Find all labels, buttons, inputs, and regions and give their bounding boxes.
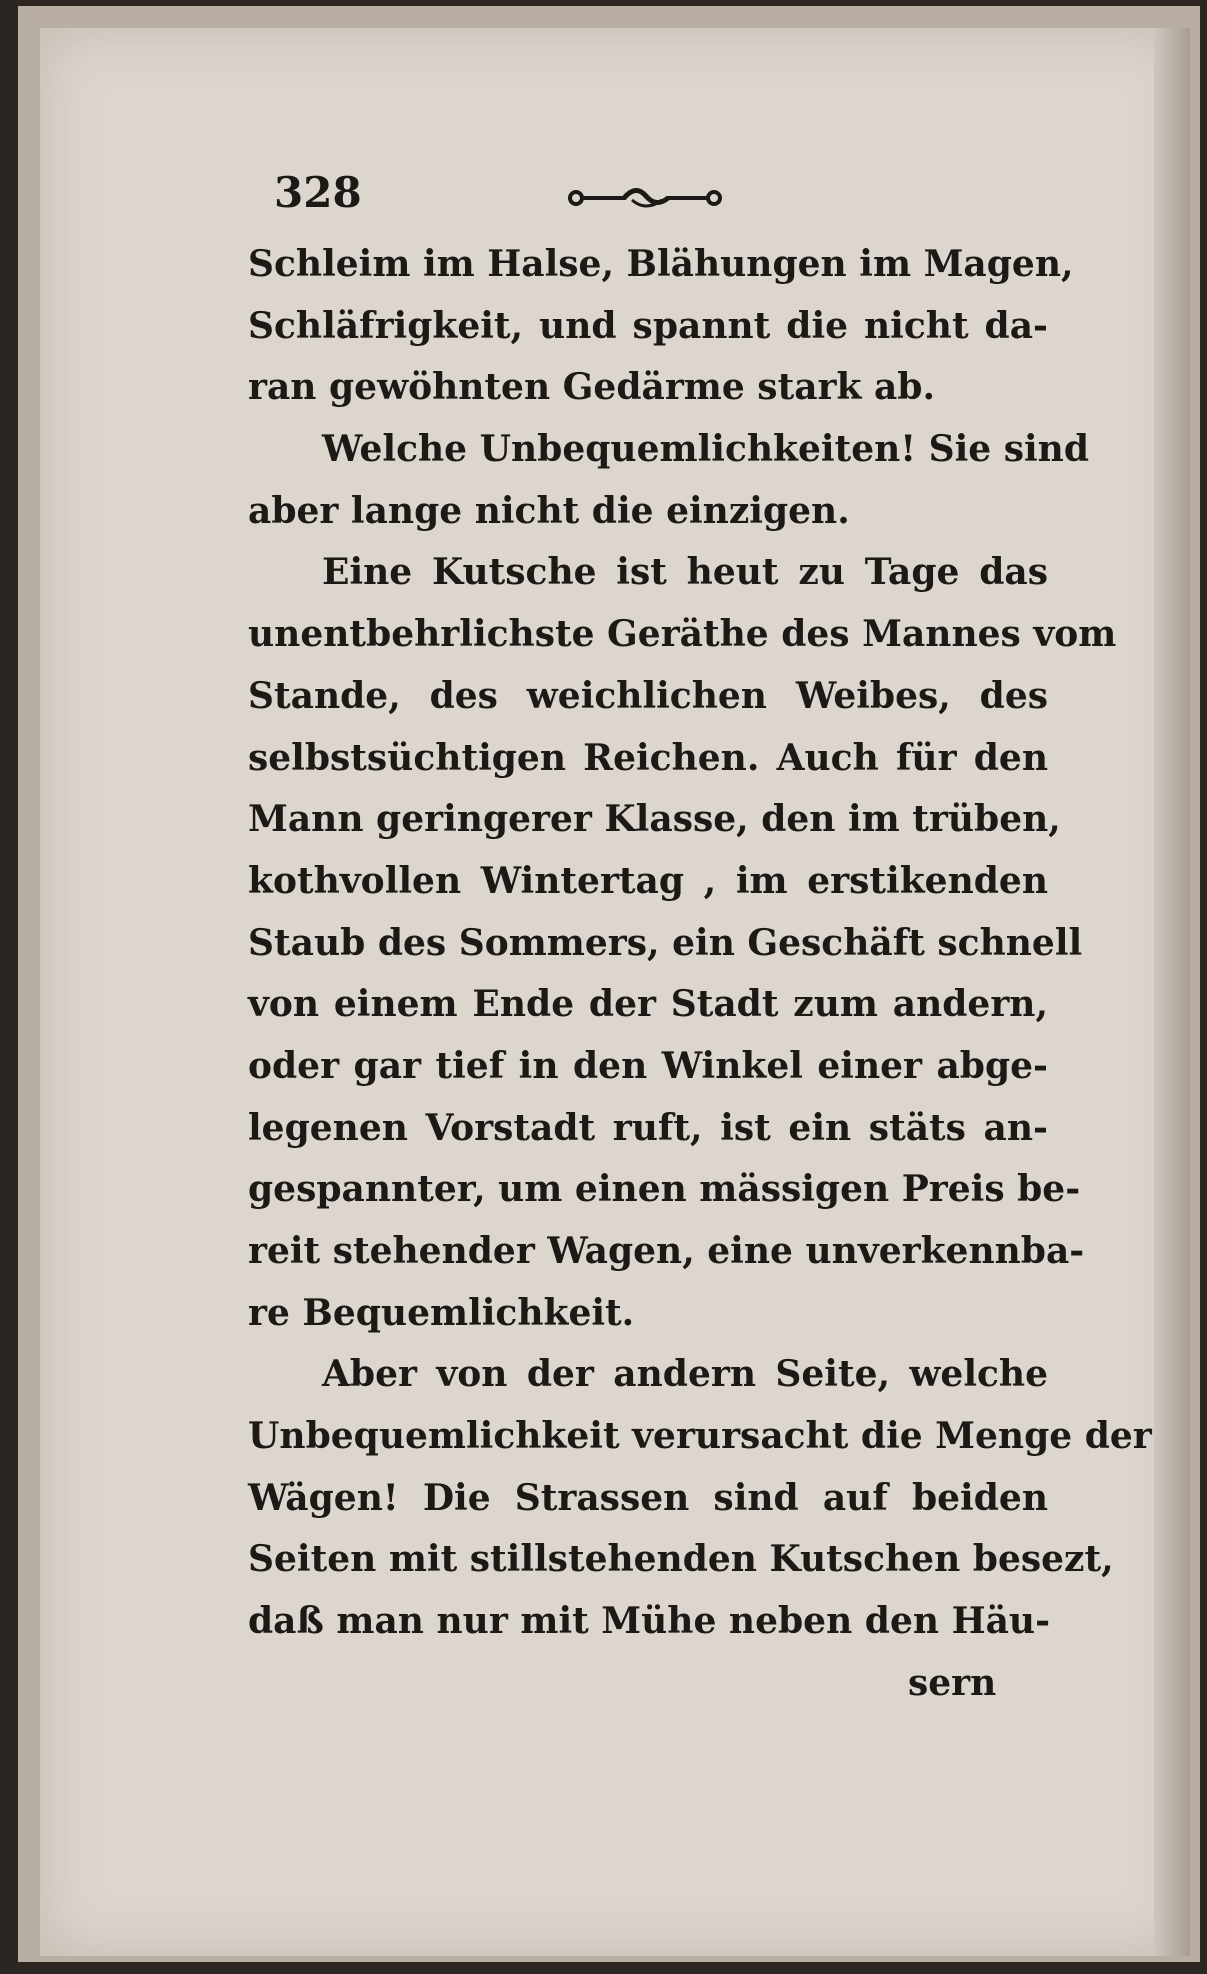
text-line: Unbequemlichkeit verursacht die Menge der <box>248 1415 1152 1458</box>
running-header <box>248 168 1048 234</box>
body-text <box>248 234 1152 1653</box>
header-ornament-icon <box>566 178 726 218</box>
text-line: Wägen! Die Strassen sind auf beiden <box>248 1476 1048 1519</box>
text-line: reit stehender Wagen, eine unverkennba- <box>248 1230 1085 1272</box>
text-line: Stande, des weichlichen Weibes, des <box>248 674 1048 717</box>
text-line: von einem Ende der Stadt zum andern, <box>248 983 1048 1026</box>
text-line: gespannter, um einen mässigen Preis be- <box>248 1168 1081 1211</box>
text-line: Seiten mit stillstehenden Kutschen besezt, <box>248 1538 1114 1581</box>
text-line: oder gar tief in den Winkel einer abge- <box>248 1044 1048 1087</box>
text-line: unentbehrlichste Geräthe des Mannes vom <box>248 613 1117 656</box>
text-block <box>248 168 1152 1715</box>
text-line: selbstsüchtigen Reichen. Auch für den <box>248 736 1048 779</box>
text-line: Schleim im Halse, Blähungen im Magen, <box>248 243 1074 285</box>
text-line: daß man nur mit Mühe neben den Häu- <box>248 1600 1051 1643</box>
text-line: re Bequemlichkeit. <box>248 1291 635 1334</box>
text-line: aber lange nicht die einzigen. <box>248 489 850 532</box>
text-line: kothvollen Wintertag , im erstikenden <box>248 859 1048 902</box>
page-number: 328 <box>274 168 362 217</box>
catchword: sern <box>908 1661 997 1704</box>
text-line: Mann geringerer Klasse, den im trüben, <box>248 798 1061 841</box>
text-line: Welche Unbequemlichkeiten! Sie sind <box>322 428 1090 471</box>
text-line: Staub des Sommers, ein Geschäft schnell <box>248 921 1083 964</box>
text-line: Aber von der andern Seite, welche <box>322 1353 1048 1396</box>
text-line: Schläfrigkeit, und spannt die nicht da- <box>248 304 1048 347</box>
text-line: Eine Kutsche ist heut zu Tage das <box>322 551 1048 594</box>
text-line: legenen Vorstadt ruft, ist ein stäts an- <box>248 1106 1048 1149</box>
page-fold-shadow <box>1154 28 1190 1956</box>
text-line: ran gewöhnten Gedärme stark ab. <box>248 366 936 409</box>
